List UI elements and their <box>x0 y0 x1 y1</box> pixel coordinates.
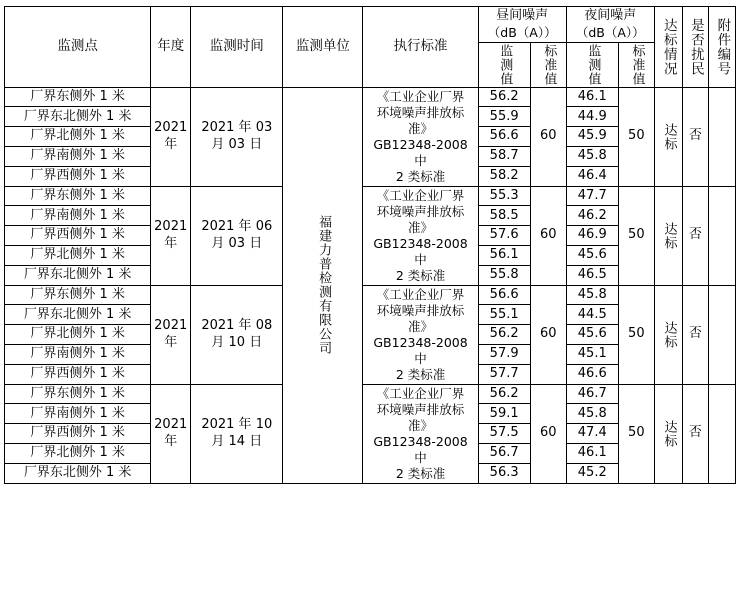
cell-night-measured: 46.1 <box>566 444 618 464</box>
cell-attachment <box>708 87 735 186</box>
cell-monitor-point: 厂界东侧外 1 米 <box>5 285 151 305</box>
cell-monitor-point: 厂界东侧外 1 米 <box>5 384 151 404</box>
cell-monitor-point: 厂界西侧外 1 米 <box>5 226 151 246</box>
standard-line: GB12348-2008 中 <box>373 334 468 366</box>
result-value: 达标 <box>661 221 677 250</box>
standard-line: 准》 <box>408 417 434 433</box>
cell-year: 2021年 <box>151 87 191 186</box>
cell-night-measured: 46.6 <box>566 364 618 384</box>
cell-day-measured: 58.7 <box>478 147 530 167</box>
cell-standard <box>363 186 478 285</box>
cell-result <box>654 87 682 186</box>
cell-night-measured: 45.6 <box>566 246 618 266</box>
header-day-noise-unit: （dB（A）） <box>487 24 557 40</box>
cell-night-measured: 45.9 <box>566 127 618 147</box>
cell-monitor-point: 厂界西侧外 1 米 <box>5 166 151 186</box>
cell-monitor-point: 厂界南侧外 1 米 <box>5 345 151 365</box>
header-attachment <box>708 7 735 88</box>
table-header <box>5 7 736 88</box>
standard-line: 准》 <box>408 120 434 136</box>
cell-monitor-point: 厂界东北侧外 1 米 <box>5 265 151 285</box>
cell-monitor-point: 厂界东侧外 1 米 <box>5 87 151 107</box>
standard-line: 环境噪声排放标 <box>376 302 465 318</box>
cell-disturb: 否 <box>682 186 708 285</box>
header-night-noise-line1: 夜间噪声 <box>584 8 637 23</box>
cell-day-measured: 56.6 <box>478 127 530 147</box>
cell-monitor-point: 厂界北侧外 1 米 <box>5 246 151 266</box>
cell-day-measured: 58.2 <box>478 166 530 186</box>
cell-result <box>654 186 682 285</box>
standard-line: 《工业企业厂界 <box>376 286 465 302</box>
cell-year: 2021年 <box>151 186 191 285</box>
cell-night-limit: 50 <box>618 285 654 384</box>
table-row <box>5 87 736 107</box>
standard-line: GB12348-2008 中 <box>373 433 468 465</box>
cell-standard <box>363 384 478 483</box>
standard-line: 环境噪声排放标 <box>376 104 465 120</box>
cell-night-measured: 47.7 <box>566 186 618 206</box>
cell-day-measured: 56.1 <box>478 246 530 266</box>
cell-day-measured: 56.7 <box>478 444 530 464</box>
standard-line: 2 类标准 <box>395 366 446 382</box>
cell-night-measured: 45.6 <box>566 325 618 345</box>
cell-day-measured: 55.8 <box>478 265 530 285</box>
cell-night-measured: 46.5 <box>566 265 618 285</box>
cell-monitor-point: 厂界东侧外 1 米 <box>5 186 151 206</box>
result-value: 达标 <box>661 122 677 151</box>
cell-attachment <box>708 384 735 483</box>
header-day-noise-line1: 昼间噪声 <box>496 8 549 23</box>
header-monitor-time: 监测时间 <box>191 7 283 88</box>
cell-result <box>654 384 682 483</box>
header-night-limit-label: 标准值 <box>629 43 645 86</box>
header-year: 年度 <box>151 7 191 88</box>
cell-day-measured: 56.2 <box>478 87 530 107</box>
header-day-limit-label: 标准值 <box>541 43 557 86</box>
cell-night-limit: 50 <box>618 384 654 483</box>
standard-line: 2 类标准 <box>395 267 446 283</box>
header-night-measured <box>566 42 618 87</box>
cell-attachment <box>708 186 735 285</box>
cell-night-measured: 44.5 <box>566 305 618 325</box>
cell-night-measured: 45.1 <box>566 345 618 365</box>
cell-night-measured: 45.8 <box>566 285 618 305</box>
header-result-label: 达标情况 <box>660 17 677 76</box>
standard-line: GB12348-2008 中 <box>373 136 468 168</box>
cell-day-measured: 57.9 <box>478 345 530 365</box>
cell-monitor-point: 厂界南侧外 1 米 <box>5 404 151 424</box>
standard-line: 环境噪声排放标 <box>376 203 465 219</box>
cell-year: 2021年 <box>151 384 191 483</box>
cell-day-measured: 55.9 <box>478 107 530 127</box>
header-monitor-point: 监测点 <box>5 7 151 88</box>
cell-monitor-time: 2021 年 06 月 03 日 <box>191 186 283 285</box>
header-standard: 执行标准 <box>363 7 478 88</box>
monitor-unit-name: 福建力普检测有限公司 <box>316 215 332 356</box>
cell-monitor-point: 厂界西侧外 1 米 <box>5 424 151 444</box>
cell-night-measured: 45.2 <box>566 463 618 483</box>
cell-night-measured: 45.8 <box>566 147 618 167</box>
cell-monitor-point: 厂界南侧外 1 米 <box>5 206 151 226</box>
header-disturb <box>682 7 708 88</box>
cell-day-measured: 55.1 <box>478 305 530 325</box>
cell-day-measured: 58.5 <box>478 206 530 226</box>
cell-day-limit: 60 <box>530 384 566 483</box>
cell-day-measured: 57.5 <box>478 424 530 444</box>
result-value: 达标 <box>661 419 677 448</box>
document-page <box>0 6 740 606</box>
header-day-measured-label: 监测值 <box>497 43 513 86</box>
header-night-limit <box>618 42 654 87</box>
header-day-measured <box>478 42 530 87</box>
header-night-measured-label: 监测值 <box>585 43 601 86</box>
cell-monitor-point: 厂界北侧外 1 米 <box>5 127 151 147</box>
cell-attachment <box>708 285 735 384</box>
standard-line: 《工业企业厂界 <box>376 88 465 104</box>
header-monitor-unit: 监测单位 <box>283 7 363 88</box>
standard-line: 环境噪声排放标 <box>376 401 465 417</box>
cell-monitor-time: 2021 年 03 月 03 日 <box>191 87 283 186</box>
cell-night-measured: 46.7 <box>566 384 618 404</box>
cell-day-measured: 57.6 <box>478 226 530 246</box>
header-night-noise-unit: （dB（A）） <box>575 24 645 40</box>
header-attachment-label: 附件编号 <box>714 17 731 76</box>
cell-monitor-time: 2021 年 08 月 10 日 <box>191 285 283 384</box>
cell-monitor-point: 厂界北侧外 1 米 <box>5 325 151 345</box>
cell-night-measured: 45.8 <box>566 404 618 424</box>
standard-line: 《工业企业厂界 <box>376 385 465 401</box>
cell-night-measured: 46.9 <box>566 226 618 246</box>
cell-day-measured: 56.6 <box>478 285 530 305</box>
cell-monitor-point: 厂界东北侧外 1 米 <box>5 305 151 325</box>
cell-result <box>654 285 682 384</box>
cell-year: 2021年 <box>151 285 191 384</box>
cell-night-limit: 50 <box>618 87 654 186</box>
cell-day-measured: 56.2 <box>478 384 530 404</box>
cell-monitor-point: 厂界东北侧外 1 米 <box>5 463 151 483</box>
cell-day-limit: 60 <box>530 285 566 384</box>
cell-day-measured: 56.3 <box>478 463 530 483</box>
table-body <box>5 87 736 483</box>
header-day-limit <box>530 42 566 87</box>
cell-monitor-point: 厂界南侧外 1 米 <box>5 147 151 167</box>
cell-night-limit: 50 <box>618 186 654 285</box>
cell-disturb: 否 <box>682 384 708 483</box>
standard-line: 准》 <box>408 219 434 235</box>
cell-night-measured: 47.4 <box>566 424 618 444</box>
cell-day-measured: 57.7 <box>478 364 530 384</box>
standard-line: 2 类标准 <box>395 168 446 184</box>
cell-monitor-point: 厂界东北侧外 1 米 <box>5 107 151 127</box>
header-night-noise <box>566 7 654 43</box>
noise-monitoring-table <box>4 6 736 484</box>
cell-day-measured: 59.1 <box>478 404 530 424</box>
table-row <box>5 285 736 305</box>
cell-monitor-time: 2021 年 10 月 14 日 <box>191 384 283 483</box>
header-result <box>654 7 682 88</box>
cell-disturb: 否 <box>682 87 708 186</box>
cell-monitor-point: 厂界西侧外 1 米 <box>5 364 151 384</box>
cell-day-measured: 55.3 <box>478 186 530 206</box>
header-row-1 <box>5 7 736 43</box>
cell-monitor-unit <box>283 87 363 483</box>
header-disturb-label: 是否扰民 <box>687 17 704 76</box>
cell-day-measured: 56.2 <box>478 325 530 345</box>
cell-standard <box>363 87 478 186</box>
cell-monitor-point: 厂界北侧外 1 米 <box>5 444 151 464</box>
standard-line: 准》 <box>408 318 434 334</box>
standard-line: 《工业企业厂界 <box>376 187 465 203</box>
standard-line: GB12348-2008 中 <box>373 235 468 267</box>
cell-night-measured: 46.4 <box>566 166 618 186</box>
standard-line: 2 类标准 <box>395 465 446 481</box>
cell-day-limit: 60 <box>530 186 566 285</box>
cell-standard <box>363 285 478 384</box>
cell-night-measured: 46.1 <box>566 87 618 107</box>
result-value: 达标 <box>661 320 677 349</box>
header-day-noise <box>478 7 566 43</box>
table-row <box>5 186 736 206</box>
cell-disturb: 否 <box>682 285 708 384</box>
table-row <box>5 384 736 404</box>
cell-night-measured: 46.2 <box>566 206 618 226</box>
cell-day-limit: 60 <box>530 87 566 186</box>
cell-night-measured: 44.9 <box>566 107 618 127</box>
